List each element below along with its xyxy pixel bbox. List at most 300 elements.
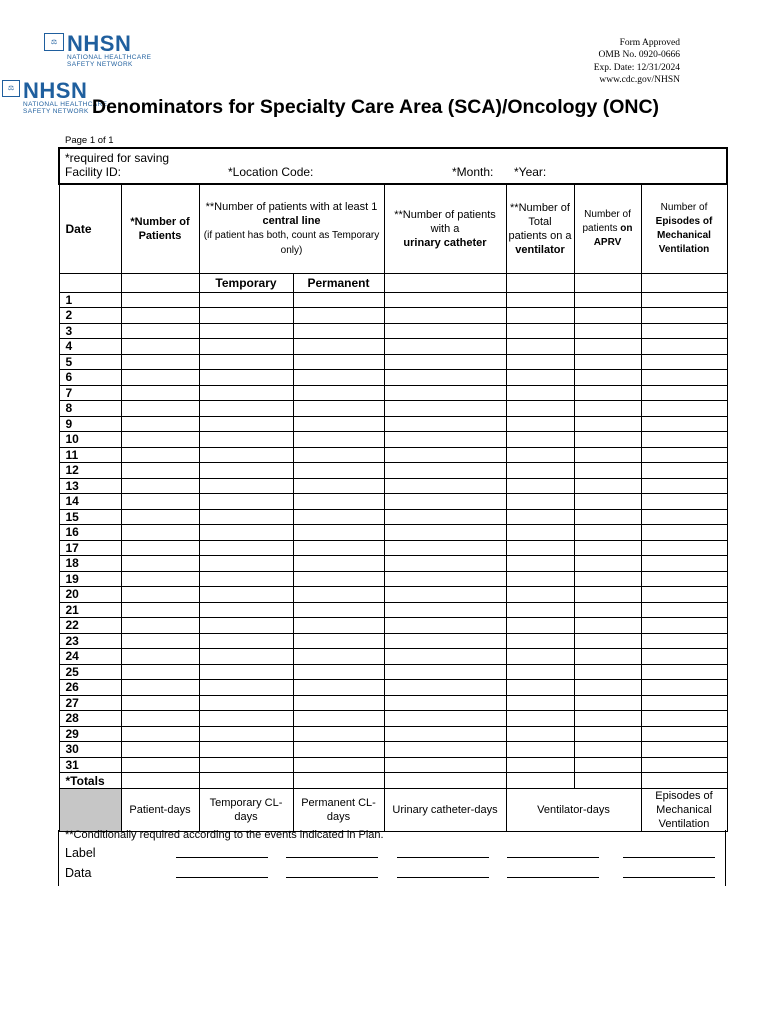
label-line-patient-days[interactable] [176, 857, 268, 858]
entry-cell[interactable] [384, 680, 506, 696]
entry-cell[interactable] [199, 385, 293, 401]
col-episodes [641, 184, 727, 273]
entry-cell[interactable] [384, 292, 506, 308]
entry-cell[interactable] [121, 401, 199, 417]
entry-cell[interactable] [293, 432, 384, 448]
entry-cell[interactable] [384, 401, 506, 417]
entry-cell[interactable] [121, 447, 199, 463]
entry-cell[interactable] [121, 556, 199, 572]
entry-cell[interactable] [641, 370, 727, 386]
entry-cell[interactable] [506, 385, 574, 401]
entry-cell[interactable] [199, 354, 293, 370]
entry-cell[interactable] [199, 757, 293, 773]
entry-cell[interactable] [199, 742, 293, 758]
table-row [59, 680, 727, 696]
entry-cell[interactable] [506, 695, 574, 711]
entry-cell[interactable] [384, 556, 506, 572]
entry-cell[interactable] [574, 587, 641, 603]
col-episodes-text: Number of [660, 201, 708, 213]
entry-cell[interactable] [199, 478, 293, 494]
entry-cell[interactable] [121, 602, 199, 618]
entry-cell[interactable] [384, 323, 506, 339]
entry-cell[interactable] [121, 339, 199, 355]
entry-cell[interactable] [641, 416, 727, 432]
entry-cell[interactable] [506, 556, 574, 572]
day-label: 15 [59, 509, 121, 525]
day-label: 26 [59, 680, 121, 696]
entry-cell[interactable] [641, 726, 727, 742]
footer-perm-cl-days: Permanent CL-days [293, 789, 384, 832]
entry-cell[interactable] [121, 509, 199, 525]
entry-cell[interactable] [574, 478, 641, 494]
entry-cell[interactable] [506, 447, 574, 463]
day-label: 20 [59, 587, 121, 603]
entry-cell[interactable] [121, 370, 199, 386]
entry-cell[interactable] [641, 711, 727, 727]
entry-cell[interactable] [293, 447, 384, 463]
entry-cell[interactable] [574, 385, 641, 401]
entry-cell[interactable] [121, 308, 199, 324]
entry-cell[interactable] [384, 695, 506, 711]
entry-cell[interactable] [574, 323, 641, 339]
entry-cell[interactable] [293, 385, 384, 401]
entry-cell[interactable] [574, 757, 641, 773]
entry-cell[interactable] [506, 525, 574, 541]
entry-cell[interactable] [641, 354, 727, 370]
entry-cell[interactable] [293, 308, 384, 324]
entry-cell[interactable] [574, 711, 641, 727]
entry-cell[interactable] [293, 494, 384, 510]
data-line-urinary[interactable] [507, 877, 599, 878]
entry-cell[interactable] [641, 618, 727, 634]
entry-cell[interactable] [293, 556, 384, 572]
entry-cell[interactable] [641, 308, 727, 324]
col-vent-text: **Number of Total patients on a [508, 201, 572, 242]
entry-cell[interactable] [293, 292, 384, 308]
entry-cell[interactable] [121, 416, 199, 432]
entry-cell[interactable] [293, 571, 384, 587]
entry-cell[interactable] [574, 354, 641, 370]
entry-cell[interactable] [574, 432, 641, 448]
table-row [59, 478, 727, 494]
col-urinary-text: **Number of patients with a [394, 208, 496, 235]
entry-cell[interactable] [384, 618, 506, 634]
entry-cell[interactable] [574, 339, 641, 355]
entry-cell[interactable] [199, 556, 293, 572]
entry-cell[interactable] [384, 633, 506, 649]
entry-cell[interactable] [641, 509, 727, 525]
logo-name: NHSN [67, 31, 132, 56]
entry-cell[interactable] [199, 571, 293, 587]
entry-cell[interactable] [574, 509, 641, 525]
entry-cell[interactable] [121, 292, 199, 308]
entry-cell[interactable] [574, 370, 641, 386]
data-line-perm-cl[interactable] [397, 877, 489, 878]
table-row [59, 339, 727, 355]
day-label: 21 [59, 602, 121, 618]
entry-cell[interactable] [384, 463, 506, 479]
table-row [59, 323, 727, 339]
entry-cell[interactable] [384, 447, 506, 463]
entry-cell[interactable] [384, 354, 506, 370]
col-urinary [384, 184, 506, 273]
entry-cell[interactable] [574, 463, 641, 479]
entry-cell[interactable] [384, 308, 506, 324]
entry-cell[interactable] [574, 618, 641, 634]
entry-cell[interactable] [293, 633, 384, 649]
totals-label: *Totals [59, 773, 121, 789]
entry-cell[interactable] [574, 416, 641, 432]
hhs-seal-icon: ⚖ [2, 80, 20, 97]
label-line-vent[interactable] [623, 857, 715, 858]
entry-cell[interactable] [199, 494, 293, 510]
data-line-temp-cl[interactable] [286, 877, 378, 878]
entry-cell[interactable] [199, 370, 293, 386]
entry-cell[interactable] [199, 680, 293, 696]
entry-cell[interactable] [384, 509, 506, 525]
col-urinary-bold: urinary catheter [403, 236, 487, 249]
entry-cell[interactable] [506, 587, 574, 603]
entry-cell[interactable] [293, 370, 384, 386]
table-row [59, 432, 727, 448]
entry-cell[interactable] [293, 602, 384, 618]
entry-cell[interactable] [574, 494, 641, 510]
entry-cell[interactable] [384, 711, 506, 727]
entry-cell[interactable] [293, 416, 384, 432]
entry-cell[interactable] [574, 556, 641, 572]
entry-cell[interactable] [293, 323, 384, 339]
entry-cell[interactable] [574, 695, 641, 711]
entry-cell[interactable] [293, 540, 384, 556]
entry-cell[interactable] [384, 649, 506, 665]
entry-cell[interactable] [199, 525, 293, 541]
hhs-seal-icon: ⚖ [44, 33, 64, 51]
entry-cell[interactable] [121, 664, 199, 680]
entry-cell[interactable] [293, 463, 384, 479]
entry-cell[interactable] [574, 292, 641, 308]
entry-cell[interactable] [199, 711, 293, 727]
table-row [59, 308, 727, 324]
entry-cell[interactable] [574, 664, 641, 680]
entry-cell[interactable] [506, 618, 574, 634]
entry-cell[interactable] [121, 649, 199, 665]
entry-cell[interactable] [506, 370, 574, 386]
footer-temp-cl-days: Temporary CL-days [199, 789, 293, 832]
entry-cell[interactable] [574, 308, 641, 324]
entry-cell[interactable] [641, 649, 727, 665]
omb-line2: OMB No. 0920-0666 [598, 50, 680, 61]
entry-cell[interactable] [641, 571, 727, 587]
entry-cell[interactable] [574, 602, 641, 618]
entry-cell[interactable] [293, 587, 384, 603]
entry-cell[interactable] [506, 292, 574, 308]
data-line-patient-days[interactable] [176, 877, 268, 878]
col-date: Date [59, 184, 121, 273]
col-aprv-text: Number of patients [582, 208, 631, 234]
day-label: 27 [59, 695, 121, 711]
denominator-table [58, 147, 728, 832]
col-vent-bold: ventilator [515, 243, 565, 256]
entry-cell[interactable] [506, 633, 574, 649]
entry-cell[interactable] [293, 401, 384, 417]
entry-cell[interactable] [384, 540, 506, 556]
entry-cell[interactable] [506, 416, 574, 432]
omb-line4: www.cdc.gov/NHSN [599, 74, 680, 85]
table-row [59, 494, 727, 510]
entry-cell[interactable] [641, 385, 727, 401]
entry-cell[interactable] [199, 633, 293, 649]
entry-cell[interactable] [574, 742, 641, 758]
entry-cell[interactable] [384, 664, 506, 680]
entry-cell[interactable] [506, 432, 574, 448]
entry-cell[interactable] [199, 587, 293, 603]
entry-cell[interactable] [121, 540, 199, 556]
entry-cell[interactable] [641, 680, 727, 696]
entry-cell[interactable] [384, 416, 506, 432]
entry-cell[interactable] [293, 354, 384, 370]
entry-cell[interactable] [121, 695, 199, 711]
entry-cell[interactable] [121, 587, 199, 603]
entry-cell[interactable] [121, 618, 199, 634]
entry-cell[interactable] [293, 711, 384, 727]
day-label: 6 [59, 370, 121, 386]
entry-cell[interactable] [199, 463, 293, 479]
col-episodes-bold: Episodes of Mechanical Ventilation [655, 215, 713, 255]
totals-cell[interactable] [574, 773, 641, 789]
entry-cell[interactable] [641, 540, 727, 556]
entry-cell[interactable] [641, 463, 727, 479]
entry-cell[interactable] [641, 432, 727, 448]
omb-line1: Form Approved [619, 38, 680, 48]
table-row [59, 602, 727, 618]
entry-cell[interactable] [199, 339, 293, 355]
totals-cell[interactable] [293, 773, 384, 789]
entry-cell[interactable] [199, 509, 293, 525]
entry-cell[interactable] [384, 339, 506, 355]
entry-cell[interactable] [384, 525, 506, 541]
col-central-line-text: **Number of patients with at least 1 [205, 200, 378, 213]
entry-cell[interactable] [574, 726, 641, 742]
footer-vent-days: Ventilator-days [506, 789, 641, 832]
table-row [59, 447, 727, 463]
entry-cell[interactable] [293, 742, 384, 758]
entry-cell[interactable] [506, 726, 574, 742]
entry-cell[interactable] [293, 509, 384, 525]
entry-cell[interactable] [506, 339, 574, 355]
location-code-field[interactable]: *Location Code: [228, 165, 314, 179]
entry-cell[interactable] [574, 401, 641, 417]
entry-cell[interactable] [121, 354, 199, 370]
entry-cell[interactable] [574, 447, 641, 463]
day-label: 13 [59, 478, 121, 494]
entry-cell[interactable] [506, 463, 574, 479]
entry-cell[interactable] [641, 494, 727, 510]
entry-cell[interactable] [121, 478, 199, 494]
entry-cell[interactable] [199, 323, 293, 339]
entry-cell[interactable] [384, 726, 506, 742]
year-field[interactable]: *Year: [514, 165, 547, 179]
entry-cell[interactable] [199, 664, 293, 680]
entry-cell[interactable] [641, 556, 727, 572]
day-label: 22 [59, 618, 121, 634]
entry-cell[interactable] [641, 664, 727, 680]
entry-cell[interactable] [199, 726, 293, 742]
entry-cell[interactable] [574, 633, 641, 649]
entry-cell[interactable] [641, 292, 727, 308]
day-label: 11 [59, 447, 121, 463]
entry-cell[interactable] [121, 525, 199, 541]
omb-line3: Exp. Date: 12/31/2024 [593, 62, 680, 73]
facility-id-field[interactable]: Facility ID: [65, 165, 122, 179]
entry-cell[interactable] [641, 695, 727, 711]
entry-cell[interactable] [641, 478, 727, 494]
entry-cell[interactable] [574, 540, 641, 556]
day-label: 29 [59, 726, 121, 742]
entry-cell[interactable] [506, 401, 574, 417]
entry-cell[interactable] [199, 308, 293, 324]
entry-cell[interactable] [641, 323, 727, 339]
entry-cell[interactable] [384, 494, 506, 510]
entry-cell[interactable] [293, 618, 384, 634]
entry-cell[interactable] [506, 649, 574, 665]
entry-cell[interactable] [384, 587, 506, 603]
entry-cell[interactable] [121, 711, 199, 727]
table-row [59, 742, 727, 758]
logo-sub-line2: SAFETY NETWORK [23, 107, 89, 115]
entry-cell[interactable] [121, 494, 199, 510]
entry-cell[interactable] [199, 602, 293, 618]
entry-cell[interactable] [506, 509, 574, 525]
entry-cell[interactable] [121, 432, 199, 448]
entry-cell[interactable] [384, 478, 506, 494]
entry-cell[interactable] [574, 680, 641, 696]
entry-cell[interactable] [121, 680, 199, 696]
entry-cell[interactable] [293, 478, 384, 494]
entry-cell[interactable] [121, 385, 199, 401]
day-label: 28 [59, 711, 121, 727]
entry-cell[interactable] [506, 742, 574, 758]
entry-cell[interactable] [506, 664, 574, 680]
entry-cell[interactable] [641, 757, 727, 773]
entry-cell[interactable] [199, 540, 293, 556]
table-row [59, 726, 727, 742]
entry-cell[interactable] [641, 447, 727, 463]
entry-cell[interactable] [121, 726, 199, 742]
entry-cell[interactable] [293, 664, 384, 680]
totals-cell[interactable] [384, 773, 506, 789]
footer-urinary-days: Urinary catheter-days [384, 789, 506, 832]
entry-cell[interactable] [199, 432, 293, 448]
entry-cell[interactable] [506, 354, 574, 370]
entry-cell[interactable] [506, 757, 574, 773]
month-field[interactable]: *Month: [452, 165, 494, 179]
table-row [59, 711, 727, 727]
entry-cell[interactable] [293, 339, 384, 355]
entry-cell[interactable] [121, 463, 199, 479]
entry-cell[interactable] [293, 757, 384, 773]
entry-cell[interactable] [293, 726, 384, 742]
entry-cell[interactable] [384, 432, 506, 448]
totals-cell[interactable] [199, 773, 293, 789]
totals-cell[interactable] [121, 773, 199, 789]
entry-cell[interactable] [641, 587, 727, 603]
entry-cell[interactable] [641, 525, 727, 541]
day-label: 18 [59, 556, 121, 572]
entry-cell[interactable] [574, 525, 641, 541]
logo-sub-line1: NATIONAL HEALTHCARE [67, 54, 152, 61]
entry-cell[interactable] [506, 680, 574, 696]
entry-cell[interactable] [384, 571, 506, 587]
entry-cell[interactable] [641, 602, 727, 618]
entry-cell[interactable] [384, 602, 506, 618]
entry-cell[interactable] [293, 649, 384, 665]
entry-cell[interactable] [641, 339, 727, 355]
entry-cell[interactable] [506, 478, 574, 494]
entry-cell[interactable] [199, 695, 293, 711]
entry-cell[interactable] [199, 292, 293, 308]
data-row-title: Data [65, 866, 92, 880]
entry-cell[interactable] [293, 695, 384, 711]
label-row-title: Label [65, 846, 96, 860]
table-row [59, 664, 727, 680]
label-line-temp-cl[interactable] [286, 857, 378, 858]
totals-cell[interactable] [641, 773, 727, 789]
entry-cell[interactable] [384, 742, 506, 758]
label-line-urinary[interactable] [507, 857, 599, 858]
entry-cell[interactable] [121, 571, 199, 587]
entry-cell[interactable] [199, 618, 293, 634]
entry-cell[interactable] [384, 757, 506, 773]
entry-cell[interactable] [199, 416, 293, 432]
entry-cell[interactable] [121, 633, 199, 649]
entry-cell[interactable] [384, 385, 506, 401]
totals-cell[interactable] [506, 773, 574, 789]
entry-cell[interactable] [506, 308, 574, 324]
data-line-vent[interactable] [623, 877, 715, 878]
entry-cell[interactable] [121, 757, 199, 773]
entry-cell[interactable] [121, 742, 199, 758]
entry-cell[interactable] [641, 633, 727, 649]
entry-cell[interactable] [199, 447, 293, 463]
entry-cell[interactable] [506, 494, 574, 510]
entry-cell[interactable] [384, 370, 506, 386]
subhead-permanent: Permanent [293, 273, 384, 292]
day-label: 14 [59, 494, 121, 510]
label-line-perm-cl[interactable] [397, 857, 489, 858]
entry-cell[interactable] [121, 323, 199, 339]
day-label: 17 [59, 540, 121, 556]
entry-cell[interactable] [293, 525, 384, 541]
entry-cell[interactable] [574, 571, 641, 587]
day-label: 4 [59, 339, 121, 355]
logo-sub-line2: SAFETY NETWORK [67, 60, 133, 68]
right-border [725, 830, 726, 886]
entry-cell[interactable] [641, 401, 727, 417]
entry-cell[interactable] [199, 649, 293, 665]
table-row [59, 540, 727, 556]
entry-cell[interactable] [293, 680, 384, 696]
entry-cell[interactable] [506, 323, 574, 339]
omb-info [594, 37, 680, 86]
logo-sub-line1: NATIONAL HEALTHCARE [23, 101, 108, 108]
entry-cell[interactable] [506, 711, 574, 727]
entry-cell[interactable] [641, 742, 727, 758]
entry-cell[interactable] [506, 540, 574, 556]
entry-cell[interactable] [574, 649, 641, 665]
entry-cell[interactable] [199, 401, 293, 417]
entry-cell[interactable] [506, 571, 574, 587]
entry-cell[interactable] [506, 602, 574, 618]
